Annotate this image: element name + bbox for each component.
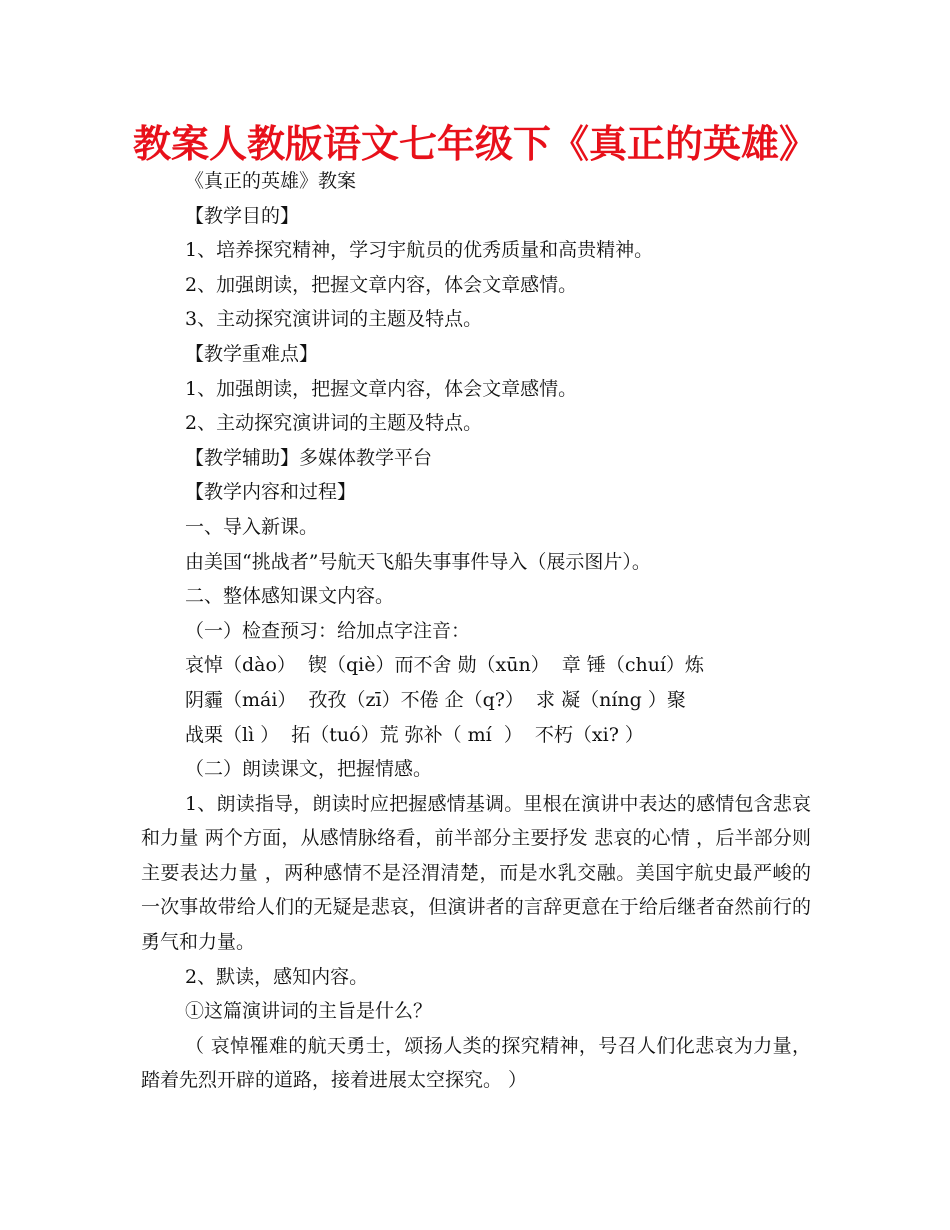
pinyin-row-2: 阴霾（mái） 孜孜（zī）不倦 企（q?） 求 凝（níng ）聚 bbox=[185, 688, 686, 711]
step-heading-1: 一、导入新课。 bbox=[185, 515, 319, 538]
step-heading-2: 二、整体感知课文内容。 bbox=[185, 585, 395, 608]
subtitle-line: 《真正的英雄》教案 bbox=[185, 170, 357, 192]
objective-item-3: 3、主动探究演讲词的主题及特点。 bbox=[185, 308, 483, 331]
silent-reading-line: 2、默读，感知内容。 bbox=[185, 965, 369, 988]
sub-step-heading-1: （一）检查预习：给加点字注音： bbox=[185, 619, 471, 642]
key-point-item-1: 1、加强朗读，把握文章内容，体会文章感情。 bbox=[185, 377, 578, 400]
section-heading-objectives: 【教学目的】 bbox=[185, 204, 300, 227]
question-line: ①这篇演讲词的主旨是什么？ bbox=[185, 1000, 433, 1023]
answer-paragraph: （ 哀悼罹难的航天勇士，颂扬人类的探究精神，号召人们化悲哀为力量，踏着先烈开辟的道路，接着进展太空探究。 ） bbox=[141, 1034, 811, 1092]
section-heading-aids: 【教学辅助】多媒体教学平台 bbox=[185, 446, 433, 469]
step-text-1: 由美国“挑战者”号航天飞船失事事件导入（展示图片）。 bbox=[185, 550, 651, 573]
section-heading-key-points: 【教学重难点】 bbox=[185, 342, 319, 365]
reading-guidance-paragraph: 1、朗读指导，朗读时应把握感情基调。里根在演讲中表达的感情包含悲哀和力量 两个方面，从感情脉络看，前半部分主要抒发 悲哀的心情 ，后半部分则主要表达力量 ，两种感情不是泾渭清楚，而是水乳交融。美国宇航史最严峻的一次事故带给人们的无疑是悲哀，但演讲者的言辞更意在于给后继者奋然前行的勇气和力量。 bbox=[141, 792, 811, 954]
objective-item-1: 1、培养探究精神，学习宇航员的优秀质量和高贵精神。 bbox=[185, 239, 654, 262]
sub-step-heading-2: （二）朗读课文，把握情感。 bbox=[185, 758, 433, 781]
pinyin-row-1: 哀悼（dào） 锲（qiè）而不舍 勋（xūn） 章 锤（chuí）炼 bbox=[185, 654, 705, 677]
section-heading-process: 【教学内容和过程】 bbox=[185, 481, 357, 504]
key-point-item-2: 2、主动探究演讲词的主题及特点。 bbox=[185, 412, 483, 435]
objective-item-2: 2、加强朗读，把握文章内容，体会文章感情。 bbox=[185, 273, 578, 296]
document-title: 教案人教版语文七年级下《真正的英雄》 bbox=[132, 122, 817, 166]
document-body bbox=[141, 164, 811, 1098]
pinyin-row-3: 战栗（lì ） 拓（tuó）荒 弥补（ mí ） 不朽（xi? ） bbox=[185, 723, 644, 746]
